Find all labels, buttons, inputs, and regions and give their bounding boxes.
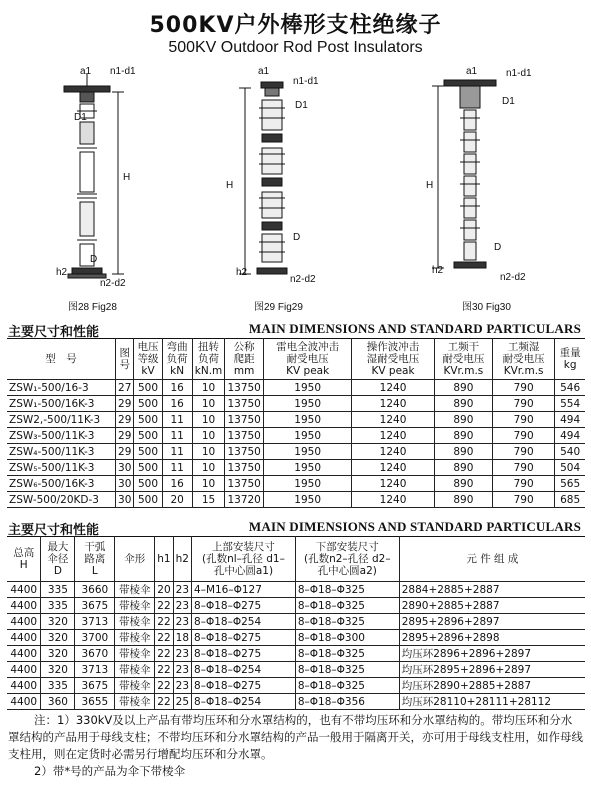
particulars-row: [7, 380, 585, 396]
dimensions-header-1-line: 伞径: [47, 553, 69, 565]
particulars-cell: 13750: [225, 380, 264, 396]
particulars-cell: 540: [555, 444, 585, 460]
dimensions-row: [7, 630, 585, 646]
dimensions-cell: 8–Φ18–Φ325: [295, 662, 399, 678]
page-title-en: 500KV Outdoor Rod Post Insulators: [168, 39, 423, 56]
dimensions-cell: 8–Φ18–Φ325: [295, 646, 399, 662]
particulars-cell: 1950: [263, 428, 351, 444]
particulars-cell: 1240: [352, 476, 434, 492]
dimensions-header-row: [7, 537, 585, 582]
section1-title-en: MAIN DIMENSIONS AND STANDARD PARTICULARS: [248, 321, 581, 336]
particulars-cell: 504: [555, 460, 585, 476]
dimensions-cell: 8–Φ18–Φ254: [192, 662, 296, 678]
dimensions-cell: 23: [173, 614, 191, 630]
particulars-header-row: [7, 339, 585, 380]
particulars-header-2-line: 电压: [137, 341, 159, 353]
particulars-cell: ZSW₁-500/16-3: [7, 380, 116, 396]
dimensions-cell: 8–Φ18–Φ275: [192, 598, 296, 614]
particulars-cell: 29: [116, 428, 134, 444]
particulars-cell: 565: [555, 476, 585, 492]
particulars-cell: 1240: [352, 492, 434, 508]
dimensions-header-6: [192, 537, 296, 582]
dimensions-cell: 8–Φ18–Φ325: [295, 614, 399, 630]
figure-28-label-n2d2: n2-d2: [100, 278, 126, 289]
dimensions-cell: 320: [41, 646, 75, 662]
particulars-cell: 890: [434, 396, 492, 412]
particulars-header-5-line: mm: [233, 365, 255, 377]
figure-30-label-n2d2: n2-d2: [500, 272, 526, 283]
dimensions-cell: 8–Φ18–Φ325: [295, 582, 399, 598]
particulars-header-4-line: kN.m: [194, 365, 223, 377]
dimensions-header-7-line: (孔数n2–孔径 d2–: [303, 553, 391, 565]
dimensions-cell: 8–Φ18–Φ254: [192, 614, 296, 630]
particulars-header-8-line: 耐受电压: [442, 353, 485, 365]
particulars-cell: 10: [192, 396, 225, 412]
dimensions-cell: 3660: [75, 582, 115, 598]
dimensions-cell: 23: [173, 646, 191, 662]
particulars-cell: 1950: [263, 396, 351, 412]
particulars-cell: 13750: [225, 460, 264, 476]
figure-28-label-n1d1: n1-d1: [110, 66, 136, 77]
dimensions-header-0: [7, 537, 41, 582]
figure-30-label-n1d1: n1-d1: [506, 68, 532, 79]
dimensions-cell: 320: [41, 630, 75, 646]
dimensions-cell: 335: [41, 582, 75, 598]
particulars-cell: 546: [555, 380, 585, 396]
dimensions-cell: 4400: [7, 598, 41, 614]
particulars-table: [7, 338, 585, 508]
particulars-cell: 500: [134, 492, 162, 508]
dimensions-cell: 4400: [7, 694, 41, 710]
dimensions-cell: 23: [173, 598, 191, 614]
particulars-cell: 790: [493, 460, 555, 476]
figure-30-caption-en: Fig30: [485, 302, 511, 313]
particulars-cell: 29: [116, 396, 134, 412]
dimensions-cell: 18: [173, 630, 191, 646]
dimensions-cell: 22: [155, 630, 173, 646]
particulars-header-3-line: 负荷: [166, 353, 188, 365]
particulars-cell: ZSW₆-500/16K-3: [7, 476, 116, 492]
particulars-header-7-line: 操作波冲击: [366, 341, 420, 353]
particulars-header-7-line: KV peak: [371, 365, 415, 377]
dimensions-cell: 320: [41, 662, 75, 678]
particulars-header-1-line: 图: [119, 347, 130, 359]
figures-area: [0, 62, 591, 322]
dimensions-cell: 3670: [75, 646, 115, 662]
dimensions-cell: 4400: [7, 662, 41, 678]
figure-28-label-d: D: [90, 254, 98, 265]
particulars-cell: 890: [434, 380, 492, 396]
dimensions-cell: 23: [173, 678, 191, 694]
particulars-header-9: [493, 339, 555, 380]
dimensions-cell: 带棱伞: [115, 646, 155, 662]
figure-30-label-d1: D1: [502, 96, 515, 107]
particulars-cell: 890: [434, 492, 492, 508]
particulars-cell: 1240: [352, 428, 434, 444]
dimensions-header-6-line: (孔数nl–孔径 d1–: [202, 553, 285, 565]
particulars-header-1: [116, 339, 134, 380]
dimensions-header-7-line: 下部安装尺寸: [315, 541, 379, 553]
figure-30-caption: [462, 298, 511, 313]
dimensions-cell: 22: [155, 646, 173, 662]
particulars-row: [7, 396, 585, 412]
figure-29-label-d: D: [293, 232, 301, 243]
dimensions-cell: 360: [41, 694, 75, 710]
particulars-row: [7, 476, 585, 492]
dimensions-cell: 25: [173, 694, 191, 710]
figure-29-caption-en: Fig29: [277, 302, 303, 313]
dimensions-header-8-line: 元 件 组 成: [466, 553, 519, 565]
particulars-cell: 13750: [225, 396, 264, 412]
particulars-cell: 10: [192, 380, 225, 396]
particulars-header-4: [192, 339, 225, 380]
particulars-cell: 500: [134, 412, 162, 428]
dimensions-header-1-line: D: [53, 565, 62, 577]
dimensions-header-8: [399, 537, 585, 582]
particulars-cell: 13750: [225, 476, 264, 492]
dimensions-cell: 8–Φ18–Φ275: [192, 630, 296, 646]
particulars-cell: 10: [192, 444, 225, 460]
dimensions-cell: 2890+2885+2887: [399, 598, 585, 614]
dimensions-cell: 22: [155, 662, 173, 678]
figure-28-label-d1: D1: [74, 112, 87, 123]
dimensions-cell: 22: [155, 678, 173, 694]
particulars-header-6-line: 雷电全波冲击: [276, 341, 340, 353]
dimensions-header-7: [295, 537, 399, 582]
particulars-cell: 494: [555, 412, 585, 428]
particulars-cell: 1240: [352, 412, 434, 428]
figure-29-label-n1d1: n1-d1: [293, 76, 319, 87]
figure-29-label-h2: h2: [236, 267, 248, 278]
particulars-header-9-line: KVr.m.s: [503, 365, 544, 377]
particulars-header-2-line: kV: [141, 365, 155, 377]
particulars-cell: 554: [555, 396, 585, 412]
particulars-cell: 790: [493, 396, 555, 412]
dimensions-cell: 2895+2896+2898: [399, 630, 585, 646]
particulars-cell: 790: [493, 492, 555, 508]
dimensions-table: [7, 536, 585, 710]
particulars-row: [7, 460, 585, 476]
particulars-cell: 13720: [225, 492, 264, 508]
figure-30-label-a1: a1: [466, 66, 478, 77]
figure-28-caption-cn: 图28: [68, 302, 90, 313]
particulars-cell: 890: [434, 476, 492, 492]
particulars-cell: 500: [134, 380, 162, 396]
dimensions-header-2-line: 路离: [84, 553, 106, 565]
particulars-cell: 11: [162, 460, 192, 476]
dimensions-cell: 4400: [7, 678, 41, 694]
particulars-cell: 13750: [225, 412, 264, 428]
particulars-header-3-line: 弯曲: [166, 341, 188, 353]
dimensions-cell: 4400: [7, 614, 41, 630]
particulars-cell: 790: [493, 412, 555, 428]
particulars-header-9-line: 工频湿: [507, 341, 540, 353]
dimensions-cell: 4400: [7, 646, 41, 662]
particulars-cell: 1240: [352, 460, 434, 476]
dimensions-cell: 带棱伞: [115, 678, 155, 694]
particulars-cell: 790: [493, 428, 555, 444]
particulars-cell: 30: [116, 492, 134, 508]
dimensions-cell: 8–Φ18–Φ254: [192, 694, 296, 710]
particulars-header-6-line: KV peak: [286, 365, 330, 377]
particulars-cell: 11: [162, 412, 192, 428]
dimensions-row: [7, 662, 585, 678]
particulars-cell: 890: [434, 444, 492, 460]
figure-29-label-d1: D1: [295, 100, 308, 111]
figure-29-label-a1: a1: [258, 66, 270, 77]
particulars-header-5: [225, 339, 264, 380]
dimensions-header-0-line: 总高: [13, 547, 35, 559]
dimensions-row: [7, 694, 585, 710]
figure-30-label-d: D: [494, 242, 502, 253]
particulars-header-0-line: 型 号: [45, 353, 77, 365]
dimensions-cell: 2884+2885+2887: [399, 582, 585, 598]
dimensions-row: [7, 678, 585, 694]
particulars-cell: 1240: [352, 380, 434, 396]
dimensions-cell: 均压环2895+2896+2897: [399, 662, 585, 678]
figure-28-label-a1: a1: [80, 66, 92, 77]
dimensions-cell: 8–Φ18–Φ356: [295, 694, 399, 710]
particulars-header-8-line: KVr.m.s: [443, 365, 484, 377]
particulars-cell: ZSW-500/20KD-3: [7, 492, 116, 508]
particulars-cell: 1950: [263, 412, 351, 428]
particulars-cell: 30: [116, 476, 134, 492]
dimensions-cell: 3700: [75, 630, 115, 646]
particulars-cell: 16: [162, 476, 192, 492]
dimensions-header-2-line: 干弧: [84, 541, 106, 553]
dimensions-row: [7, 598, 585, 614]
figure-29-label-h: H: [226, 180, 234, 191]
particulars-cell: 790: [493, 476, 555, 492]
particulars-header-5-line: 公称: [233, 341, 255, 353]
particulars-header-3-line: kN: [170, 365, 185, 377]
particulars-cell: ZSW₄-500/11K-3: [7, 444, 116, 460]
dimensions-cell: 8–Φ18–Φ275: [192, 678, 296, 694]
dimensions-header-5-line: h2: [175, 553, 189, 565]
particulars-header-10: [555, 339, 585, 380]
particulars-cell: 11: [162, 428, 192, 444]
section1-title-cn: 主要尺寸和性能: [8, 325, 100, 340]
particulars-header-7-line: 湿耐受电压: [366, 353, 420, 365]
figure-29-label-n2d2: n2-d2: [290, 274, 316, 285]
particulars-cell: 1240: [352, 396, 434, 412]
dimensions-cell: 22: [155, 598, 173, 614]
dimensions-cell: 带棱伞: [115, 614, 155, 630]
dimensions-cell: 23: [173, 582, 191, 598]
particulars-cell: 10: [192, 428, 225, 444]
figure-28-label-h2: h2: [56, 267, 68, 278]
figure-29-caption-cn: 图29: [254, 302, 276, 313]
dimensions-cell: 320: [41, 614, 75, 630]
particulars-header-6-line: 耐受电压: [286, 353, 329, 365]
dimensions-cell: 3713: [75, 662, 115, 678]
dimensions-cell: 4400: [7, 630, 41, 646]
particulars-cell: 30: [116, 460, 134, 476]
particulars-cell: 890: [434, 428, 492, 444]
dimensions-cell: 3655: [75, 694, 115, 710]
particulars-cell: 16: [162, 380, 192, 396]
particulars-row: [7, 444, 585, 460]
particulars-cell: ZSW2,-500/11K-3: [7, 412, 116, 428]
figure-30-label-h: H: [426, 180, 434, 191]
figure-29-caption: [254, 298, 303, 313]
dimensions-cell: 带棱伞: [115, 598, 155, 614]
dimensions-header-1-line: 最大: [47, 541, 69, 553]
particulars-header-7: [352, 339, 434, 380]
particulars-header-8-line: 工频干: [447, 341, 480, 353]
particulars-cell: 1950: [263, 460, 351, 476]
dimensions-header-7-line: 孔中心圆a2): [317, 565, 377, 577]
particulars-cell: 790: [493, 444, 555, 460]
particulars-cell: 13750: [225, 428, 264, 444]
figure-28-caption: [68, 298, 117, 313]
dimensions-cell: 23: [173, 662, 191, 678]
particulars-header-2: [134, 339, 162, 380]
particulars-row: [7, 412, 585, 428]
particulars-cell: 500: [134, 396, 162, 412]
dimensions-header-6-line: 孔中心圆a1): [213, 565, 274, 577]
dimensions-cell: 335: [41, 598, 75, 614]
dimensions-cell: 335: [41, 678, 75, 694]
dimensions-cell: 均压环28110+28111+28112: [399, 694, 585, 710]
note-1: 注：1）330kV及以上产品有带均压环和分水罩结构的，也有不带均压环和分水罩结构的。带均压环和分水罩结构的产品用于母线支柱；不带均压环和分水罩结构的产品一般用于隔离开关，亦可用于母线支柱用，如作母线支柱用，则在定货时必需另行增配均压环和分水罩。: [8, 713, 583, 761]
dimensions-cell: 22: [155, 614, 173, 630]
dimensions-row: [7, 614, 585, 630]
particulars-cell: 27: [116, 380, 134, 396]
particulars-cell: 10: [192, 412, 225, 428]
particulars-cell: 1240: [352, 444, 434, 460]
dimensions-header-5: [173, 537, 191, 582]
particulars-cell: 500: [134, 428, 162, 444]
dimensions-cell: 带棱伞: [115, 630, 155, 646]
particulars-header-3: [162, 339, 192, 380]
particulars-header-6: [263, 339, 351, 380]
particulars-cell: 29: [116, 444, 134, 460]
dimensions-header-6-line: 上部安装尺寸: [211, 541, 275, 553]
particulars-cell: 1950: [263, 476, 351, 492]
particulars-cell: 15: [192, 492, 225, 508]
page-title-cn: 500KV户外棒形支柱绝缘子: [149, 13, 442, 38]
dimensions-header-3: [115, 537, 155, 582]
dimensions-cell: 4400: [7, 582, 41, 598]
particulars-cell: 890: [434, 460, 492, 476]
dimensions-cell: 均压环2890+2885+2887: [399, 678, 585, 694]
particulars-cell: 10: [192, 476, 225, 492]
dimensions-cell: 3675: [75, 678, 115, 694]
dimensions-cell: 带棱伞: [115, 662, 155, 678]
dimensions-header-3-line: 伞形: [124, 553, 146, 565]
figure-30-label-h2: h2: [432, 265, 444, 276]
dimensions-header-4: [155, 537, 173, 582]
particulars-header-4-line: 扭转: [198, 341, 220, 353]
dimensions-cell: 均压环2896+2896+2897: [399, 646, 585, 662]
dimensions-cell: 8–Φ18–Φ300: [295, 630, 399, 646]
dimensions-cell: 22: [155, 694, 173, 710]
particulars-header-1-line: 号: [119, 359, 130, 371]
particulars-header-5-line: 爬距: [233, 353, 255, 365]
particulars-header-4-line: 负荷: [198, 353, 220, 365]
figure-28-label-h: H: [123, 172, 131, 183]
particulars-cell: 10: [192, 460, 225, 476]
particulars-cell: 29: [116, 412, 134, 428]
section2-title-en: MAIN DIMENSIONS AND STANDARD PARTICULARS: [248, 519, 581, 534]
particulars-cell: 790: [493, 380, 555, 396]
dimensions-header-2-line: L: [91, 565, 98, 577]
particulars-header-2-line: 等级: [137, 353, 159, 365]
particulars-header-9-line: 耐受电压: [502, 353, 545, 365]
particulars-cell: ZSW₁-500/16K-3: [7, 396, 116, 412]
particulars-cell: 20: [162, 492, 192, 508]
particulars-header-8: [434, 339, 492, 380]
dimensions-cell: 8–Φ18–Φ325: [295, 598, 399, 614]
dimensions-header-2: [75, 537, 115, 582]
dimensions-row: [7, 582, 585, 598]
particulars-cell: 11: [162, 444, 192, 460]
particulars-row: [7, 428, 585, 444]
dimensions-cell: 4–M16–Φ127: [192, 582, 296, 598]
dimensions-cell: 带棱伞: [115, 694, 155, 710]
particulars-cell: 1950: [263, 444, 351, 460]
particulars-cell: 890: [434, 412, 492, 428]
figure-28-caption-en: Fig28: [91, 302, 117, 313]
dimensions-cell: 8–Φ18–Φ275: [192, 646, 296, 662]
dimensions-header-0-line: H: [19, 559, 28, 571]
particulars-header-10-line: 重量: [559, 347, 581, 359]
particulars-cell: 500: [134, 476, 162, 492]
particulars-cell: ZSW₃-500/11K-3: [7, 428, 116, 444]
dimensions-cell: 8–Φ18–Φ325: [295, 678, 399, 694]
figure-30-caption-cn: 图30: [462, 302, 484, 313]
dimensions-header-1: [41, 537, 75, 582]
particulars-cell: 1950: [263, 492, 351, 508]
particulars-cell: 500: [134, 460, 162, 476]
dimensions-cell: 20: [155, 582, 173, 598]
particulars-cell: 16: [162, 396, 192, 412]
particulars-cell: 494: [555, 428, 585, 444]
dimensions-row: [7, 646, 585, 662]
dimensions-cell: 3675: [75, 598, 115, 614]
particulars-cell: ZSW₅-500/11K-3: [7, 460, 116, 476]
particulars-cell: 500: [134, 444, 162, 460]
particulars-header-10-line: kg: [563, 359, 577, 371]
figure-29-drawing: [235, 74, 325, 299]
dimensions-cell: 3713: [75, 614, 115, 630]
dimensions-cell: 带棱伞: [115, 582, 155, 598]
particulars-cell: 13750: [225, 444, 264, 460]
particulars-cell: 1950: [263, 380, 351, 396]
section2-title-cn: 主要尺寸和性能: [8, 523, 100, 538]
dimensions-cell: 2895+2896+2897: [399, 614, 585, 630]
particulars-row: [7, 492, 585, 508]
note-2: 2）带*号的产品为伞下带棱伞: [34, 764, 186, 778]
particulars-header-0: [7, 339, 116, 380]
particulars-cell: 685: [555, 492, 585, 508]
dimensions-header-4-line: h1: [157, 553, 171, 565]
